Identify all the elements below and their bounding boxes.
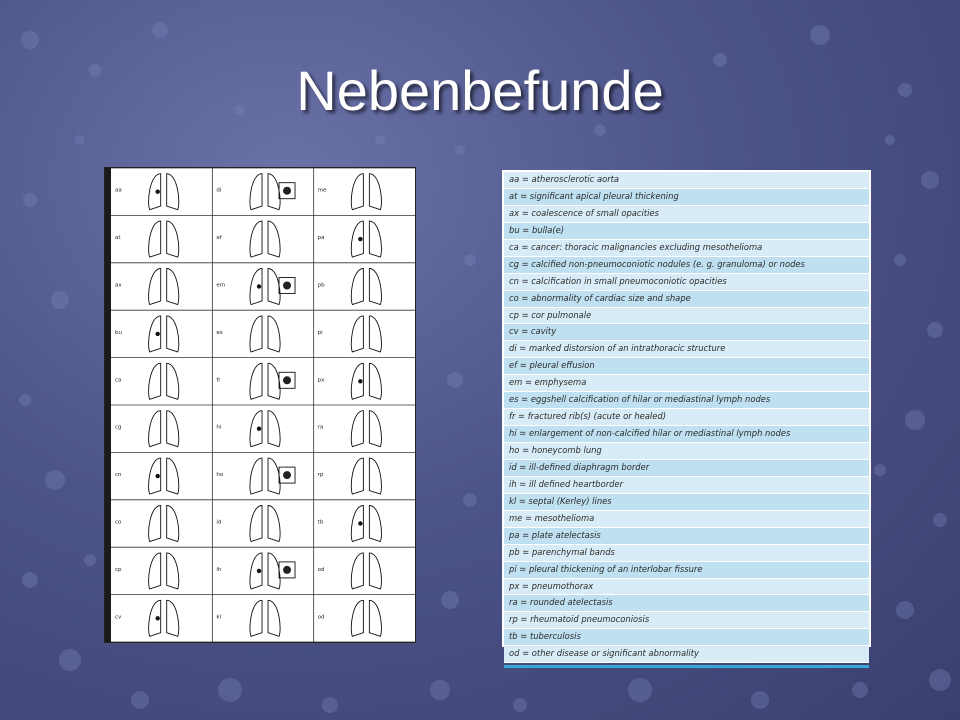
legend-item: cv = cavity [504,324,869,341]
lung-cell-code: em [216,282,226,289]
lung-outline-icon [149,174,179,210]
lung-outline-icon [351,174,381,210]
lung-cell-code: ca [115,377,122,384]
lung-outline-icon [250,505,280,541]
legend-item: at = significant apical pleural thickening [504,189,869,206]
legend-item: ax = coalescence of small opacities [504,206,869,223]
lung-cell-code: od [317,614,325,621]
lung-cell-code: at [115,235,121,242]
legend-item: co = abnormality of cardiac size and shape [504,291,869,308]
lung-cell-code: fr [216,377,221,384]
legend-item: cp = cor pulmonale [504,308,869,325]
inset-detail-mark [283,187,291,195]
lung-outline-icon [250,411,280,447]
lesion-mark [155,332,159,336]
lung-cell-code: bu [115,329,122,336]
lung-cell-code: cp [115,566,122,573]
legend-item: rp = rheumatoid pneumoconiosis [504,612,869,629]
lung-cell-code: kl [216,614,222,621]
legend-item: em = emphysema [504,375,869,392]
lung-cell-code: px [317,377,325,384]
lung-outline-icon [250,600,280,636]
lung-cell-code: di [216,187,222,194]
lesion-mark [358,379,362,383]
legend-item: ih = ill defined heartborder [504,477,869,494]
lung-outline-icon [149,316,179,352]
lung-symbol-grid [105,168,415,642]
lung-cell-code: hi [216,424,222,431]
legend-item: bu = bulla(e) [504,223,869,240]
legend-item: di = marked distorsion of an intrathoracic structure [504,341,869,358]
legend-item: aa = atherosclerotic aorta [504,172,869,189]
lung-cell-code: ih [216,566,222,573]
lung-cell-code: cn [115,472,122,479]
legend-item: ho = honeycomb lung [504,443,869,460]
lung-outline-icon [351,268,381,304]
lung-cell-code: es [216,329,223,336]
lung-cell-code: od [317,566,325,573]
lung-outline-icon [149,553,179,589]
lung-cell-code: pi [317,329,323,336]
lung-outline-icon [351,411,381,447]
lesion-mark [257,427,261,431]
lesion-mark [257,284,261,288]
inset-detail-mark [283,471,291,479]
legend-item: id = ill-defined diaphragm border [504,460,869,477]
lesion-mark [155,474,159,478]
lung-cell-code: aa [115,187,122,194]
lung-cell-code: ax [115,282,122,289]
legend-item: pb = parenchymal bands [504,545,869,562]
abbreviation-legend [502,170,871,659]
lung-outline-icon [250,174,280,210]
lung-cell-code: ra [317,424,324,431]
lung-outline-icon [149,458,179,494]
lung-outline-icon [149,221,179,257]
legend-item: fr = fractured rib(s) (acute or healed) [504,409,869,426]
legend-item: ef = pleural effusion [504,358,869,375]
lung-outline-icon [149,268,179,304]
lung-outline-icon [250,316,280,352]
legend-item: me = mesothelioma [504,511,869,528]
legend-item: es = eggshell calcification of hilar or mediastinal lymph nodes [504,392,869,409]
lung-outline-icon [250,363,280,399]
inset-detail-mark [283,376,291,384]
legend-item: cg = calcified non-pneumoconiotic nodules (e. g. granuloma) or nodes [504,257,869,274]
lung-outline-icon [351,505,381,541]
lung-outline-icon [351,221,381,257]
lung-cell-code: ef [216,235,222,242]
lesion-mark [155,190,159,194]
lung-cell-code: me [317,187,327,194]
legend-list [504,172,869,663]
legend-item: ca = cancer: thoracic malignancies excluding mesothelioma [504,240,869,257]
radiograph-classification-sheet [104,167,416,643]
lung-outline-icon [351,458,381,494]
lesion-mark [257,569,261,573]
lung-cell-code: id [216,519,222,526]
inset-detail-mark [283,566,291,574]
legend-item: hi = enlargement of non-calcified hilar or mediastinal lymph nodes [504,426,869,443]
lung-outline-icon [351,600,381,636]
lung-cell-code: ho [216,472,224,479]
lung-outline-icon [250,458,280,494]
lung-outline-icon [351,363,381,399]
legend-item: tb = tuberculosis [504,629,869,646]
lesion-mark [358,521,362,525]
lung-outline-icon [149,363,179,399]
legend-item: kl = septal (Kerley) lines [504,494,869,511]
lung-outline-icon [250,553,280,589]
lung-cell-code: cg [115,424,122,431]
lung-cell-code: co [115,519,122,526]
lung-outline-icon [351,553,381,589]
lesion-mark [358,237,362,241]
lung-outline-icon [250,221,280,257]
legend-item: od = other disease or significant abnormality [504,646,869,663]
lung-outline-icon [351,316,381,352]
lesion-mark [155,616,159,620]
legend-item: px = pneumothorax [504,579,869,596]
slide-title: Nebenbefunde [296,59,664,122]
legend-item: cn = calcification in small pneumoconiotic opacities [504,274,869,291]
inset-detail-mark [283,282,291,290]
lung-outline-icon [250,268,280,304]
lung-cell-code: pb [317,282,325,289]
lung-cell-code: tb [317,519,324,526]
lung-cell-code: cv [115,614,122,621]
lung-outline-icon [149,600,179,636]
lung-outline-icon [149,411,179,447]
legend-item: pa = plate atelectasis [504,528,869,545]
legend-bottom-rule [504,665,869,668]
lung-cell-code: pa [317,235,325,242]
scan-edge [105,168,111,642]
lung-outline-icon [149,505,179,541]
lung-cell-code: rp [317,472,324,479]
legend-item: ra = rounded atelectasis [504,595,869,612]
legend-item: pi = pleural thickening of an interlobar fissure [504,562,869,579]
